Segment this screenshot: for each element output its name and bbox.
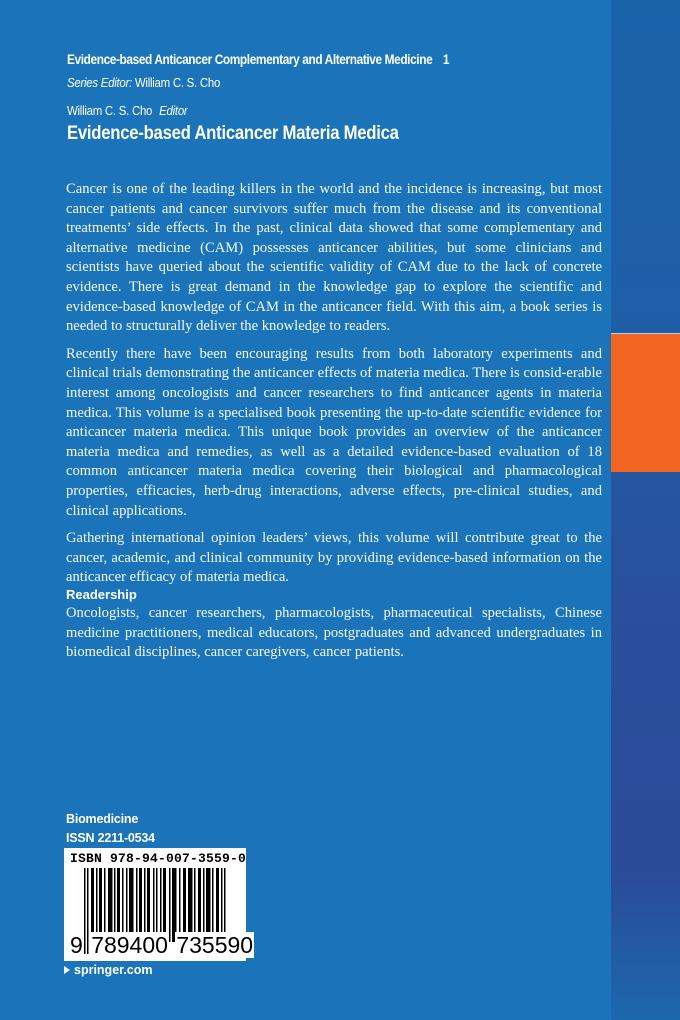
book-editor-name: William C. S. Cho — [67, 103, 153, 118]
issn-label: ISSN 2211-0534 — [66, 831, 155, 845]
triangle-arrow-icon — [64, 966, 70, 974]
ean-first-digit: 9 — [70, 932, 83, 958]
springer-link[interactable] — [64, 963, 153, 977]
series-volume: 1 — [442, 52, 450, 67]
series-title — [67, 52, 449, 67]
series-editor-name: William C. S. Cho — [134, 75, 221, 90]
description-paragraph: Cancer is one of the leading killers in the world and the incidence is increasing, but most cancer patients and cancer survivors suffer much from the disease and its conventional treatments’ side effects. In the past, clinical data showed that some complementary and alternative medicine (CAM) possesses anticancer abilities, but some clinicians and scientists have queried about the scientific validity of CAM due to the lack of concrete evidence. There is great demand in the knowledge gap to explore the scientific and evidence-based knowledge of CAM in the anticancer field. With this aim, a book series is needed to structurally deliver the knowledge to readers. — [66, 181, 602, 335]
readership-heading: Readership — [66, 587, 137, 602]
ean-left-group: 789400 — [91, 932, 168, 958]
subject-label: Biomedicine — [66, 812, 139, 826]
isbn-barcode — [64, 848, 254, 961]
book-editor-label: Editor — [159, 103, 188, 118]
isbn-text: ISBN 978-94-007-3559-0 — [70, 851, 247, 866]
ean-right-group: 735590 — [176, 932, 254, 958]
series-editor-label: Series Editor: — [67, 75, 132, 90]
description-paragraph: Recently there have been encouraging results from both laboratory experiments and clinical trials demonstrating the anticancer effects of materia medica. There is consid-erable interest among oncologists and cancer researchers to find anticancer agents in materia medica. This volume is a specialised book presenting the up-to-date scientific evidence for anticancer materia medica. This unique book provides an overview of the anticancer materia medica and remedies, as well as a detailed evidence-based evaluation of 18 common anticancer materia medica covering their biological and pharmacological properties, efficacies, herb-drug interactions, adverse effects, pre-clinical studies, and clinical applications. — [66, 345, 602, 519]
ean-digits — [69, 932, 254, 959]
springer-link-text: springer.com — [74, 963, 153, 977]
readership-text: Oncologists, cancer researchers, pharmacologists, pharmaceutical specialists, Chinese medicine practitioners, medical educators, postgraduates and advanced undergraduates in biomedical disciplines, cancer caregivers, cancer patients. — [66, 605, 602, 661]
series-editor — [67, 75, 220, 90]
description-paragraph: Gathering international opinion leaders’ views, this volume will contribute great to the cancer, academic, and clinical community by providing evidence-based information on the anticancer efficacy of materia medica. — [66, 530, 602, 586]
book-title: Evidence-based Anticancer Materia Medica — [67, 123, 399, 144]
spine-strip — [611, 0, 680, 1020]
book-editor — [67, 103, 187, 118]
series-name: Evidence-based Anticancer Complementary and Alternative Medicine — [67, 52, 433, 67]
orange-accent-block — [611, 333, 680, 472]
description — [66, 180, 602, 596]
